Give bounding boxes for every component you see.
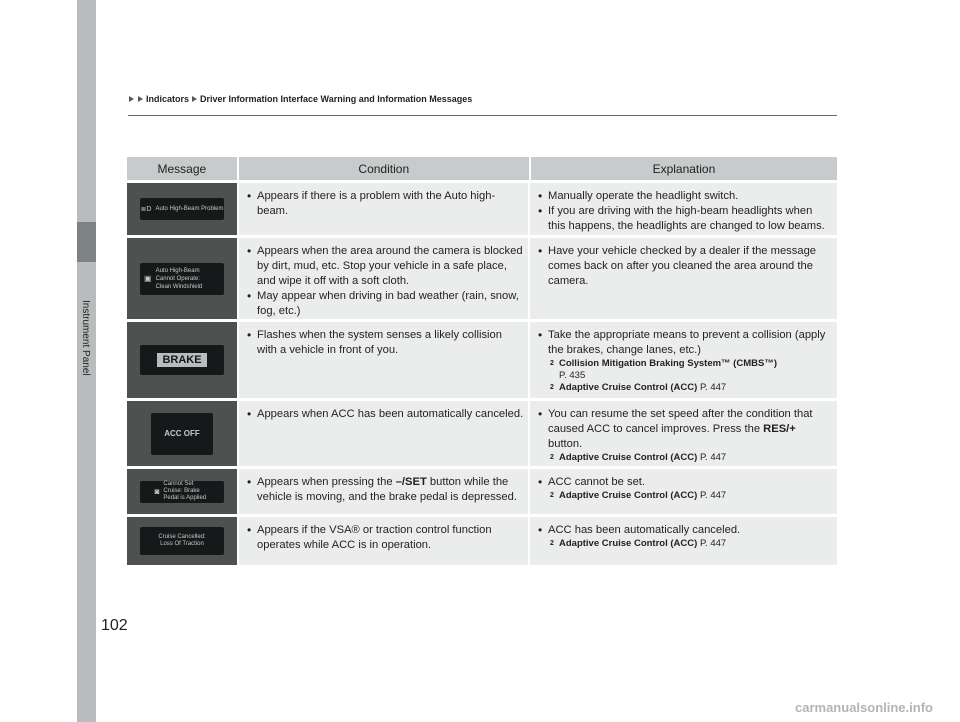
reference-arrow-icon: 2 xyxy=(550,540,554,547)
page-number: 102 xyxy=(101,617,128,634)
explanation-text: You can resume the set speed after the condition that caused ACC to cancel improves. Press the RES/+ button. xyxy=(548,408,813,450)
condition-text: May appear when driving in bad weather (rain, snow, fog, etc.) xyxy=(257,290,519,317)
bullet-icon: • xyxy=(247,289,252,303)
message-image xyxy=(127,322,237,398)
condition-text: Appears if there is a problem with the Auto high-beam. xyxy=(257,190,496,217)
button-name: –/SET xyxy=(395,476,427,488)
reference-title: Adaptive Cruise Control (ACC) xyxy=(559,382,698,393)
screen-text: Cannot Set Cruise: Brake Pedal is Applied xyxy=(163,481,207,501)
header-rule xyxy=(128,115,837,116)
condition-text: Appears when ACC has been automatically canceled. xyxy=(257,408,524,420)
bullet-icon: • xyxy=(247,407,252,421)
bullet-icon: • xyxy=(538,328,543,342)
reference-arrow-icon: 2 xyxy=(550,454,554,461)
explanation-text: ACC cannot be set. xyxy=(548,476,646,488)
display-screen xyxy=(140,527,224,555)
cruise-icon: ◙ xyxy=(154,487,160,496)
condition-cell xyxy=(237,183,528,235)
reference-page: P. 447 xyxy=(699,490,727,501)
bullet-icon: • xyxy=(538,523,543,537)
header-condition: Condition xyxy=(237,157,529,180)
camera-icon: ▣ xyxy=(144,274,152,283)
explanation-cell xyxy=(528,238,835,319)
brake-indicator: BRAKE xyxy=(157,353,206,367)
triangle-icon xyxy=(192,96,197,102)
reference-page: P. 447 xyxy=(699,452,727,463)
bullet-icon: • xyxy=(538,407,543,421)
message-table xyxy=(127,157,837,565)
reference-page: P. 447 xyxy=(699,538,727,549)
header-explanation: Explanation xyxy=(529,157,837,180)
watermark: carmanualsonline.info xyxy=(795,700,933,715)
auto-high-beam-icon: ≣D xyxy=(140,206,152,213)
bullet-icon: • xyxy=(247,523,252,537)
cross-reference[interactable] xyxy=(548,490,831,502)
bullet-icon: • xyxy=(247,328,252,342)
sidebar-active-tab xyxy=(77,222,96,262)
explanation-cell xyxy=(528,322,835,398)
table-row xyxy=(127,238,837,319)
explanation-text: Take the appropriate means to prevent a collision (apply the brakes, change lanes, etc.) xyxy=(548,329,826,356)
table-row xyxy=(127,401,837,466)
table-row xyxy=(127,469,837,514)
table-header xyxy=(127,157,837,180)
cross-reference[interactable] xyxy=(548,538,831,550)
header-message: Message xyxy=(157,161,207,176)
condition-text: Appears when pressing the –/SET button while the vehicle is moving, and the brake pedal is depressed. xyxy=(257,476,517,503)
bullet-icon: • xyxy=(247,475,252,489)
display-screen xyxy=(140,263,224,295)
table-row xyxy=(127,183,837,235)
breadcrumb-item-indicators: Indicators xyxy=(146,94,190,104)
message-image xyxy=(127,401,237,466)
bullet-icon: • xyxy=(247,244,252,258)
reference-arrow-icon: 2 xyxy=(550,492,554,499)
breadcrumb xyxy=(128,94,472,104)
table-row xyxy=(127,322,837,398)
reference-arrow-icon: 2 xyxy=(550,360,554,367)
bullet-icon: • xyxy=(538,189,543,203)
breadcrumb-item-messages: Driver Information Interface Warning and Information Messages xyxy=(200,94,473,104)
screen-text: Cruise Cancelled: Loss Of Traction xyxy=(158,534,206,547)
screen-text: Auto High-Beam Cannot Operate: Clean Windshield xyxy=(155,267,203,290)
reference-title: Adaptive Cruise Control (ACC) xyxy=(559,452,698,463)
reference-title: Adaptive Cruise Control (ACC) xyxy=(559,538,698,549)
screen-text: Auto High-Beam Problem xyxy=(155,206,224,212)
reference-title: Adaptive Cruise Control (ACC) xyxy=(559,490,698,501)
button-name: RES/+ xyxy=(763,423,796,435)
condition-cell xyxy=(237,469,528,514)
reference-page: P. 447 xyxy=(699,382,727,393)
cross-reference[interactable] xyxy=(548,382,831,394)
message-image xyxy=(127,183,237,235)
condition-text: Flashes when the system senses a likely collision with a vehicle in front of you. xyxy=(257,329,502,356)
message-image xyxy=(127,469,237,514)
display-screen xyxy=(140,198,224,220)
bullet-icon: • xyxy=(247,189,252,203)
message-image xyxy=(127,238,237,319)
triangle-icon xyxy=(129,96,134,102)
reference-arrow-icon: 2 xyxy=(550,384,554,391)
condition-text: Appears when the area around the camera is blocked by dirt, mud, etc. Stop your vehicle in a safe place, and wipe it off with a soft cloth. xyxy=(257,245,523,287)
reference-page: P. 435 xyxy=(559,370,586,381)
message-image xyxy=(127,517,237,565)
triangle-icon xyxy=(138,96,143,102)
bullet-icon: • xyxy=(538,475,543,489)
explanation-cell xyxy=(528,401,835,466)
explanation-cell xyxy=(528,183,835,235)
condition-cell xyxy=(237,322,528,398)
bullet-icon: • xyxy=(538,204,543,218)
explanation-text: Manually operate the headlight switch. xyxy=(548,190,739,202)
cross-reference[interactable] xyxy=(548,358,831,382)
display-screen xyxy=(140,345,224,375)
condition-cell xyxy=(237,238,528,319)
explanation-cell xyxy=(528,469,835,514)
display-screen xyxy=(151,413,213,455)
condition-text: Appears if the VSA® or traction control function operates while ACC is in operation. xyxy=(257,524,492,551)
explanation-text: If you are driving with the high-beam headlights when this happens, the headlights are changed to low beams. xyxy=(548,205,825,232)
reference-title: Collision Mitigation Braking System™ (CMBS™) xyxy=(559,358,777,369)
section-label-text: Instrument Panel xyxy=(80,300,91,376)
cross-reference[interactable] xyxy=(548,452,831,464)
bullet-icon: • xyxy=(538,244,543,258)
display-screen xyxy=(140,481,224,503)
condition-cell xyxy=(237,517,528,565)
explanation-cell xyxy=(528,517,835,565)
explanation-text: ACC has been automatically canceled. xyxy=(548,524,741,536)
table-row xyxy=(127,517,837,565)
condition-cell xyxy=(237,401,528,466)
explanation-text: Have your vehicle checked by a dealer if the message comes back on after you cleaned the area around the camera. xyxy=(548,245,817,287)
screen-text: ACC OFF xyxy=(164,429,200,438)
